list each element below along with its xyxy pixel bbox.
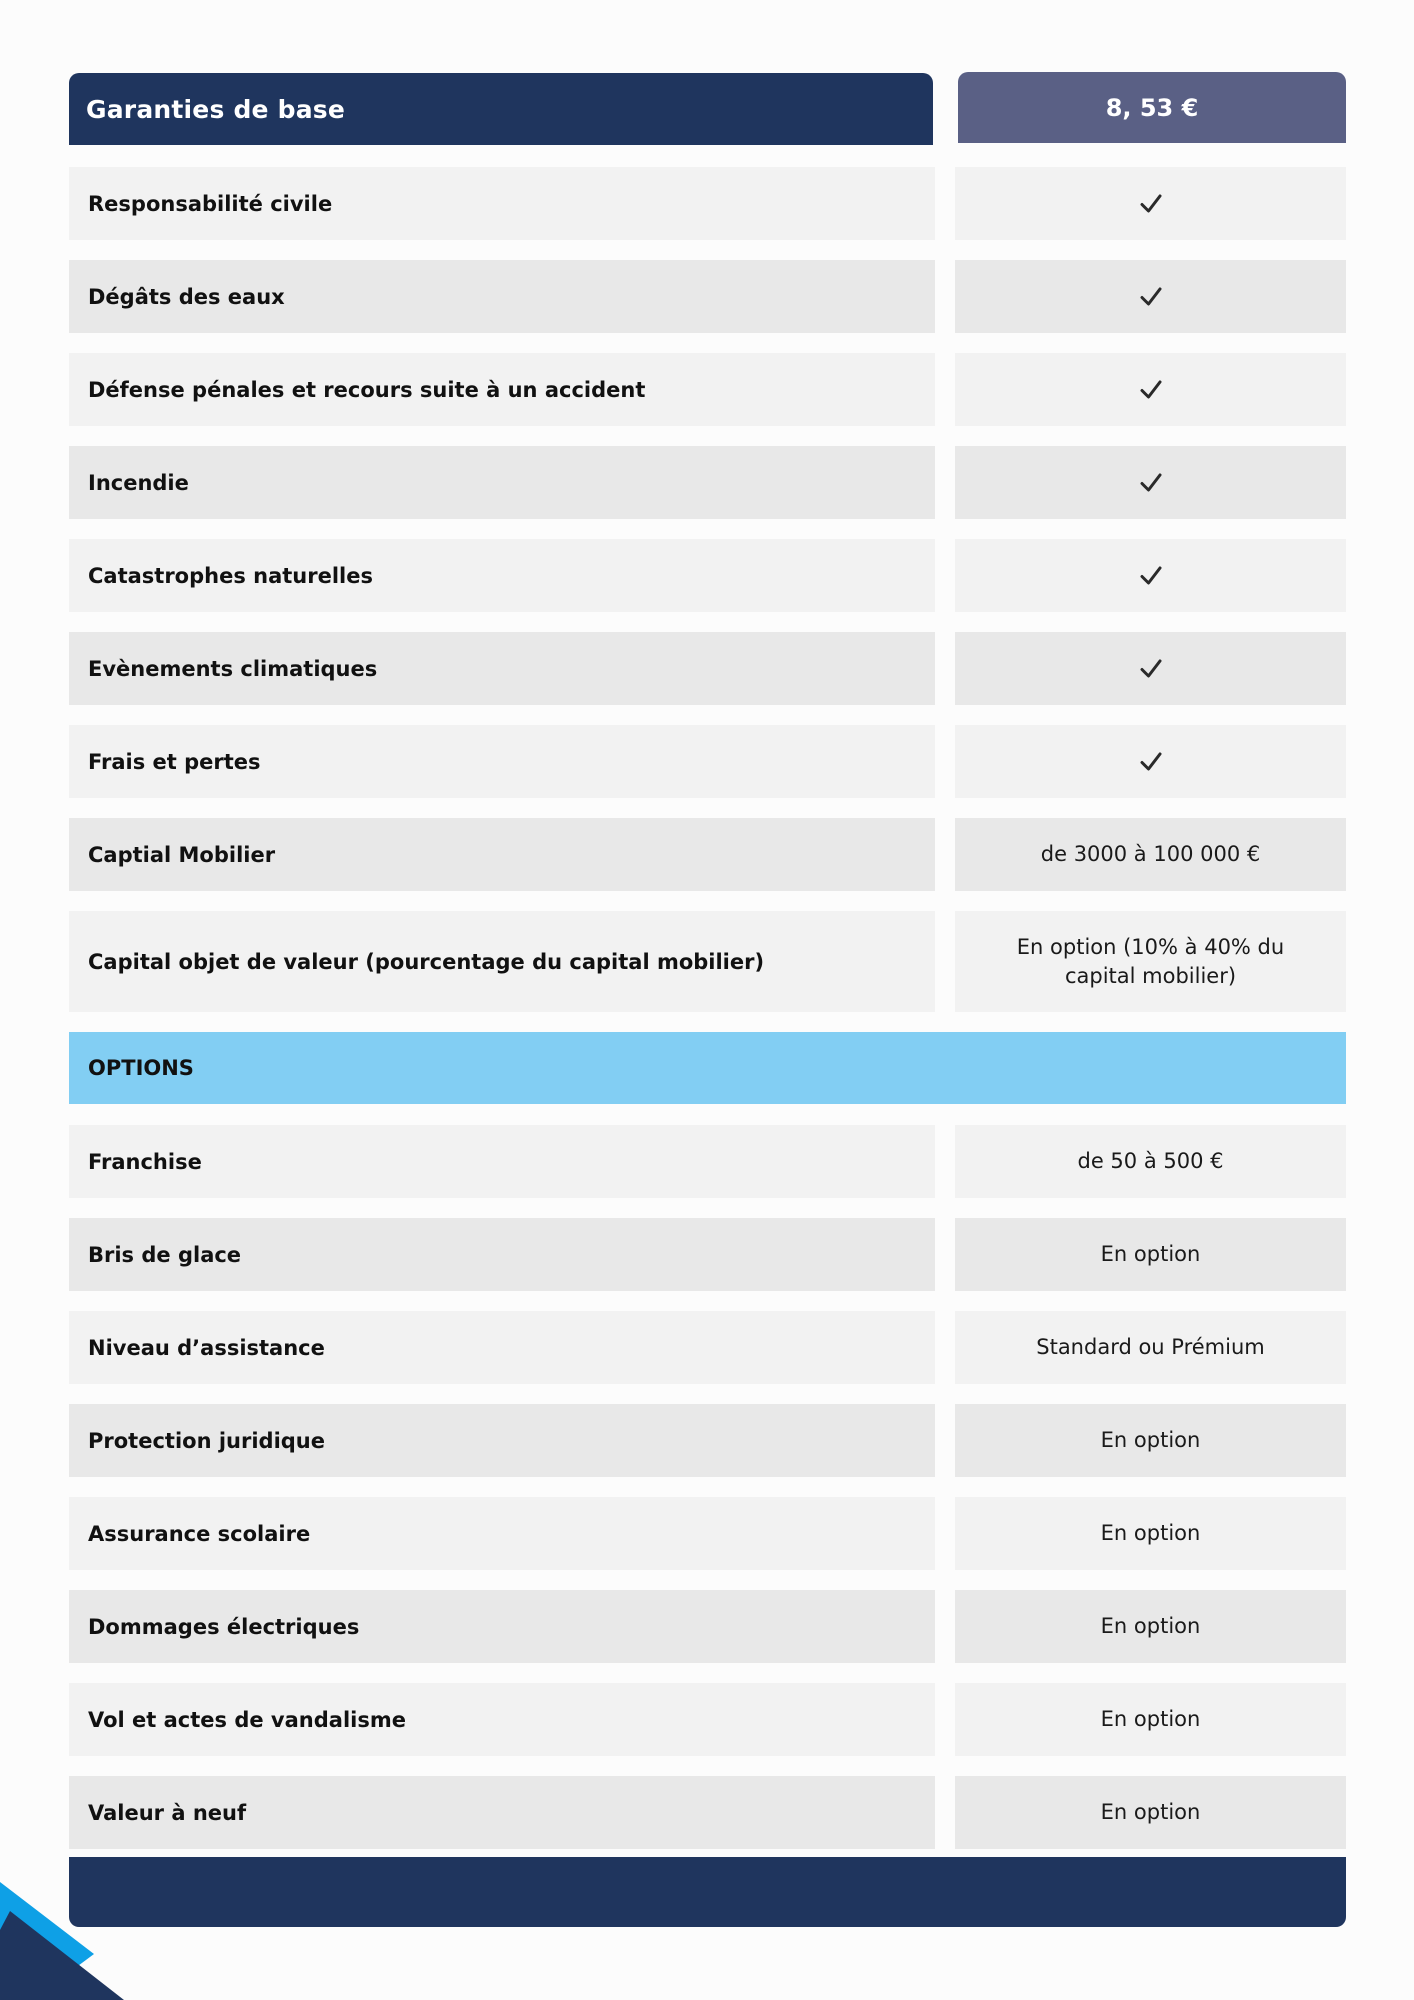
table-row (69, 1218, 1346, 1291)
row-label: Défense pénales et recours suite à un accident (69, 353, 935, 426)
table-row (69, 260, 1346, 333)
checkmark-icon (1139, 564, 1163, 588)
table-row (69, 1683, 1346, 1756)
guarantees-table (69, 72, 1346, 1869)
table-row (69, 911, 1346, 1012)
row-value (955, 725, 1346, 798)
row-label: Vol et actes de vandalisme (69, 1683, 935, 1756)
row-label: Frais et pertes (69, 725, 935, 798)
table-row (69, 1497, 1346, 1570)
row-value: En option (955, 1404, 1346, 1477)
row-value: de 50 à 500 € (955, 1125, 1346, 1198)
row-value (955, 260, 1346, 333)
checkmark-icon (1139, 657, 1163, 681)
options-section-header (69, 1032, 1346, 1104)
row-value (955, 539, 1346, 612)
checkmark-icon (1139, 750, 1163, 774)
table-row (69, 1404, 1346, 1477)
table-row (69, 539, 1346, 612)
row-value: En option (955, 1497, 1346, 1570)
header-title-cell (69, 73, 933, 145)
table-row (69, 1311, 1346, 1384)
options-title: OPTIONS (88, 1056, 194, 1080)
row-value (955, 353, 1346, 426)
row-label: Niveau d’assistance (69, 1311, 935, 1384)
row-label: Captial Mobilier (69, 818, 935, 891)
row-label: Responsabilité civile (69, 167, 935, 240)
row-label: Franchise (69, 1125, 935, 1198)
row-value: En option (10% à 40% du capital mobilier) (955, 911, 1346, 1012)
table-row (69, 1590, 1346, 1663)
row-value: En option (955, 1776, 1346, 1849)
row-value: Standard ou Prémium (955, 1311, 1346, 1384)
table-row (69, 167, 1346, 240)
row-value: En option (955, 1218, 1346, 1291)
table-row (69, 353, 1346, 426)
row-value: En option (955, 1683, 1346, 1756)
table-row (69, 1776, 1346, 1849)
header-price-cell (958, 72, 1346, 143)
row-value (955, 632, 1346, 705)
row-label: Dégâts des eaux (69, 260, 935, 333)
row-label: Incendie (69, 446, 935, 519)
table-row (69, 632, 1346, 705)
row-label: Valeur à neuf (69, 1776, 935, 1849)
row-label: Evènements climatiques (69, 632, 935, 705)
table-row (69, 725, 1346, 798)
table-footer-bar (69, 1857, 1346, 1927)
row-value: En option (955, 1590, 1346, 1663)
table-row (69, 818, 1346, 891)
checkmark-icon (1139, 471, 1163, 495)
row-label: Assurance scolaire (69, 1497, 935, 1570)
row-value: de 3000 à 100 000 € (955, 818, 1346, 891)
row-label: Protection juridique (69, 1404, 935, 1477)
table-row (69, 1125, 1346, 1198)
row-value (955, 167, 1346, 240)
row-label: Catastrophes naturelles (69, 539, 935, 612)
row-value (955, 446, 1346, 519)
row-label: Bris de glace (69, 1218, 935, 1291)
row-label: Capital objet de valeur (pourcentage du capital mobilier) (69, 911, 935, 1012)
corner-decoration (0, 1870, 140, 2000)
checkmark-icon (1139, 192, 1163, 216)
row-label: Dommages électriques (69, 1590, 935, 1663)
header-price: 8, 53 € (1105, 93, 1199, 122)
table-row (69, 446, 1346, 519)
header-title: Garanties de base (86, 94, 346, 124)
checkmark-icon (1139, 285, 1163, 309)
corner-dark-shape (0, 1911, 124, 2000)
checkmark-icon (1139, 378, 1163, 402)
table-header (69, 72, 1346, 145)
